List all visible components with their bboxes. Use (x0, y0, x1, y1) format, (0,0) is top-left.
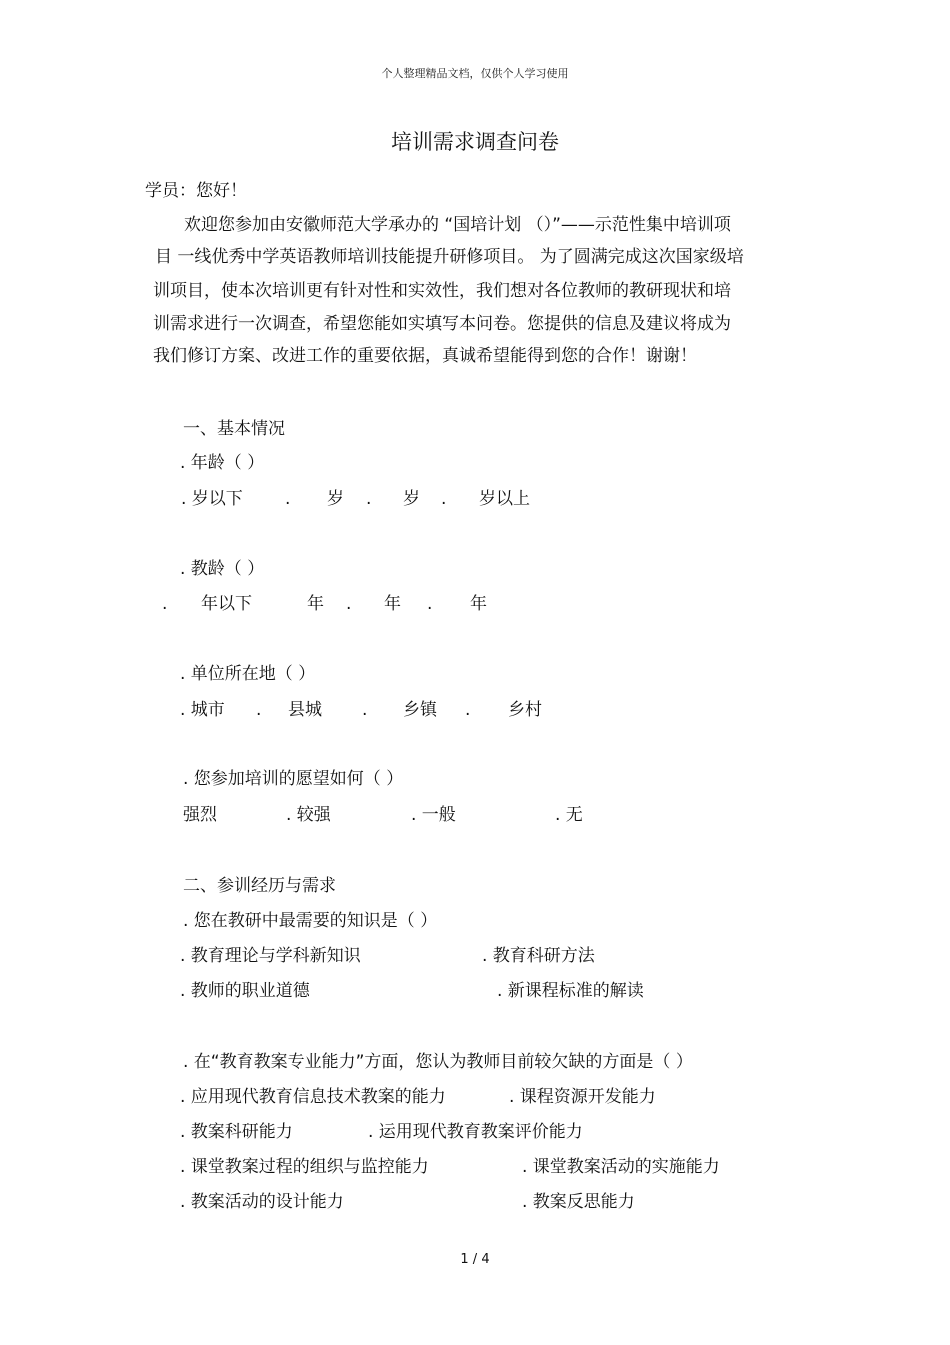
location-option[interactable]: 乡镇 (403, 700, 437, 720)
ability-option[interactable]: . 课程资源开发能力 (509, 1087, 656, 1107)
location-option-marker: . (256, 700, 262, 720)
intro-line: 训项目，使本次培训更有针对性和实效性，我们想对各位教师的教研现状和培 (153, 281, 731, 301)
ability-option[interactable]: . 教案反思能力 (522, 1192, 635, 1212)
location-option[interactable]: 乡村 (508, 700, 542, 720)
age-option[interactable]: 岁 (403, 489, 420, 509)
question-knowledge: . 您在教研中最需要的知识是（ ） (183, 911, 438, 931)
intro-line: 训需求进行一次调查，希望您能如实填写本问卷。您提供的信息及建议将成为 (153, 314, 731, 334)
willingness-option[interactable]: . 无 (555, 805, 583, 825)
knowledge-option[interactable]: . 新课程标准的解读 (497, 981, 644, 1001)
teaching-years-option-marker: . (162, 594, 168, 614)
ability-option[interactable]: . 课堂教案过程的组织与监控能力 (180, 1157, 429, 1177)
question-age: . 年龄（ ） (180, 453, 265, 473)
ability-option[interactable]: . 应用现代教育信息技术教案的能力 (180, 1087, 446, 1107)
knowledge-option[interactable]: . 教师的职业道德 (180, 981, 310, 1001)
header-note: 个人整理精品文档，仅供个人学习使用 (381, 67, 569, 80)
age-option-marker: . (441, 489, 447, 509)
teaching-years-option[interactable]: 年 (470, 594, 487, 614)
intro-line: 欢迎您参加由安徽师范大学承办的 “国培计划 （）”——示范性集中培训项 (184, 215, 731, 235)
age-option-marker: . (285, 489, 291, 509)
document-title: 培训需求调查问卷 (391, 130, 559, 154)
intro-line: 目 一线优秀中学英语教师培训技能提升研修项目。 为了圆满完成这次国家级培 (155, 247, 744, 267)
teaching-years-option-marker: . (346, 594, 352, 614)
ability-option[interactable]: . 运用现代教育教案评价能力 (368, 1122, 583, 1142)
question-teaching-years: . 教龄（ ） (180, 559, 265, 579)
location-option-marker: . (362, 700, 368, 720)
knowledge-option[interactable]: . 教育理论与学科新知识 (180, 946, 361, 966)
greeting: 学员：您好！ (145, 181, 247, 201)
location-option[interactable]: . 城市 (180, 700, 225, 720)
question-location: . 单位所在地（ ） (180, 664, 316, 684)
willingness-option[interactable]: . 一般 (411, 805, 456, 825)
age-option-marker: . (366, 489, 372, 509)
ability-option[interactable]: . 课堂教案活动的实施能力 (522, 1157, 720, 1177)
willingness-option[interactable]: . 较强 (286, 805, 331, 825)
teaching-years-option-marker: . (427, 594, 433, 614)
location-option-marker: . (465, 700, 471, 720)
age-option[interactable]: 岁 (327, 489, 344, 509)
knowledge-option[interactable]: . 教育科研方法 (482, 946, 595, 966)
intro-line: 我们修订方案、改进工作的重要依据，真诚希望能得到您的合作！谢谢！ (153, 346, 697, 366)
page-number: 1 / 4 (460, 1252, 490, 1267)
location-option[interactable]: 县城 (288, 700, 322, 720)
ability-option[interactable]: . 教案科研能力 (180, 1122, 293, 1142)
willingness-option[interactable]: 强烈 (183, 805, 217, 825)
ability-option[interactable]: . 教案活动的设计能力 (180, 1192, 344, 1212)
age-option[interactable]: 岁以上 (479, 489, 530, 509)
question-ability: . 在“教育教案专业能力”方面，您认为教师目前较欠缺的方面是（ ） (183, 1052, 693, 1072)
question-willingness: . 您参加培训的愿望如何（ ） (183, 769, 404, 789)
teaching-years-option[interactable]: 年 (384, 594, 401, 614)
teaching-years-option[interactable]: 年 (307, 594, 324, 614)
section-heading-basic-info: 一、基本情况 (183, 419, 285, 439)
teaching-years-option[interactable]: 年以下 (201, 594, 252, 614)
age-option[interactable]: . 岁以下 (181, 489, 243, 509)
section-heading-training-needs: 二、参训经历与需求 (183, 876, 336, 896)
